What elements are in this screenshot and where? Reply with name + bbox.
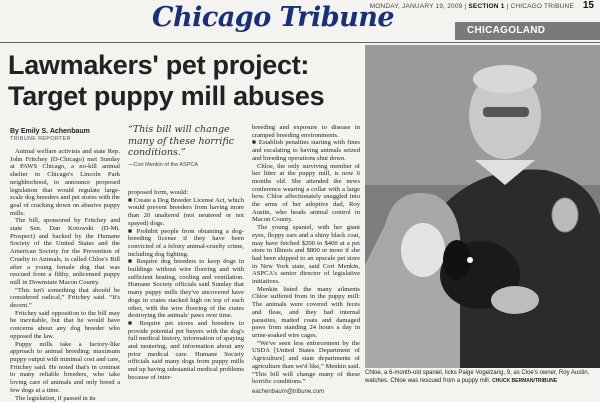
article-column-3 [252,124,360,396]
byline: By Emily S. Achenbaum [10,128,90,135]
headline-line-2: Target puppy mill abuses [8,81,324,111]
paragraph: The legislation, if passed in its [10,395,120,402]
bullet-item: ■ Prohibit people from obtaining a dog-breeding license if they have been convicted of a felony animal-cruelty crime, including dog fighting. [128,228,244,259]
bullet-item: ■ Require pet stores and breeders to provide potential pet buyers with the dog's full medical history, information of spaying and neutering, and information about any prior medical care. Humane Society officials said many dogs from puppy mills end up having substantial medical problems because of inter- [128,320,244,382]
article-column-2 [128,189,244,396]
paragraph: The bill, sponsored by Fritchey and state Sen. Dan Kotowski (D-Mt. Prospect) and backed by the Humane Society of the United States and the American Society for the Prevention of Cruelty to Animals, is called Chloe's Bill after a young female dog that was rescued from a filthy, unlicensed puppy mill in Downstate Macon County. [10,217,120,286]
page-number: 15 [583,0,594,11]
paragraph: The young spaniel, with her giant eyes, floppy ears and a shiny black coat, may have fetched $200 to $400 at a pet store in Illinois and $800 or more if she had been shipped to an upscale pet store in New York state, said Cori Menkin, ASPCA's senior director of legislative initiatives. [252,224,360,286]
paragraph: “This isn't something that should be considered radical,” Fritchey said. “It's decent.” [10,287,120,310]
reporter-email: eachenbaum@tribune.com [252,389,324,395]
caption-text: Chloe, a 6-month-old spaniel, licks Paige Vogelzang, 9, as Cloe's owner, Roy Austin, watches. Chloe was rescued from a puppy mill. [365,370,589,384]
masthead-rule [0,42,600,43]
pull-quote-text: “This bill will change many of these horrific conditions.” [128,124,248,159]
paragraph: breeding and exposure to disease in cramped breeding environments. [252,124,360,139]
bullet-item: ■ Create a Dog Breeder License Act, which would prevent breeders from having more than 20 unaltered (not neutered or not spayed) dogs. [128,197,244,228]
article-column-1 [10,148,120,396]
photo-caption [365,370,597,385]
section-banner: CHICAGOLAND [455,22,600,40]
paragraph: Chloe, the only surviving member of her litter at the puppy mill, is now 6 months old. She attended the news conference wearing a collar with a large bow. Chloe affectionately snuggled into the arms of her adoptive dad, Roy Austin, who heads animal control in Macon County. [252,163,360,225]
newspaper-logo: Chicago Tribune [152,2,394,33]
paragraph: Animal welfare activists and state Rep. John Fritchey (D-Chicago) met Sunday at PAWS Chicago, a no-kill animal shelter in Chicago's Lincoln Park neighborhood, to announce proposed legislation that would regulate large-scale dog breeders and pet stores with the goal of cracking down on abusive puppy mills. [10,148,120,217]
pull-quote [128,124,248,168]
paragraph: Menkin listed the many ailments Chloe suffered from in the puppy mill: The animals were covered with feces and fleas, and they had internal parasites, matted coats and damaged paws from standing 24 hours a day in urine-soaked wire cages. [252,286,360,340]
section-label: SECTION 1 [468,3,504,10]
bullet-item: ■ Establish penalties starting with fines and escalating to having animals seized and breeding operations shut down. [252,139,360,162]
paragraph: proposed form, would: [128,189,244,197]
byline-role: TRIBUNE REPORTER [10,136,71,142]
pull-quote-attribution: —Cori Menkin of the ASPCA [128,162,248,168]
photo-credit: CHUCK BERMAN/TRIBUNE [492,378,557,384]
bullet-item: ■ Require dog breeders to keep dogs in buildings without wire flooring and with sufficient heating, cooling and ventilation. Humane Society officials said Sunday that many puppy mills they've uncovered have dogs in crates stacked high on top of each other, with the wire flooring of the crates destroying the animals' paws over time. [128,258,244,320]
dateline: MONDAY, JANUARY 19, 2009 | SECTION 1 | CHICAGO TRIBUNE [370,3,574,10]
photo-illustration [365,45,600,368]
paragraph: Fritchey said opposition to the bill may be inevitable, but that he would have concerns about any dog breeder who opposed the law. [10,310,120,341]
headline-line-1: Lawmakers' pet project: [8,50,309,80]
masthead [0,0,600,44]
issue-date: MONDAY, JANUARY 19, 2009 [370,3,463,10]
paragraph: Puppy mills take a factory-like approach to animal breeding: maximum puppy output with minimal cost and care, Fritchey said. He noted that's in contrast to many reliable breeders, who take loving care of animals and only breed a few dogs at a time. [10,341,120,395]
headline [8,50,358,112]
paper-name: CHICAGO TRIBUNE [510,3,574,10]
news-photo [365,45,600,368]
paragraph: “We've seen less enforcement by the USDA [United States Department of Agriculture] and state departments of agriculture than we'd like,” Menkin said. “This bill will change many of these horrific conditions.” [252,340,360,386]
